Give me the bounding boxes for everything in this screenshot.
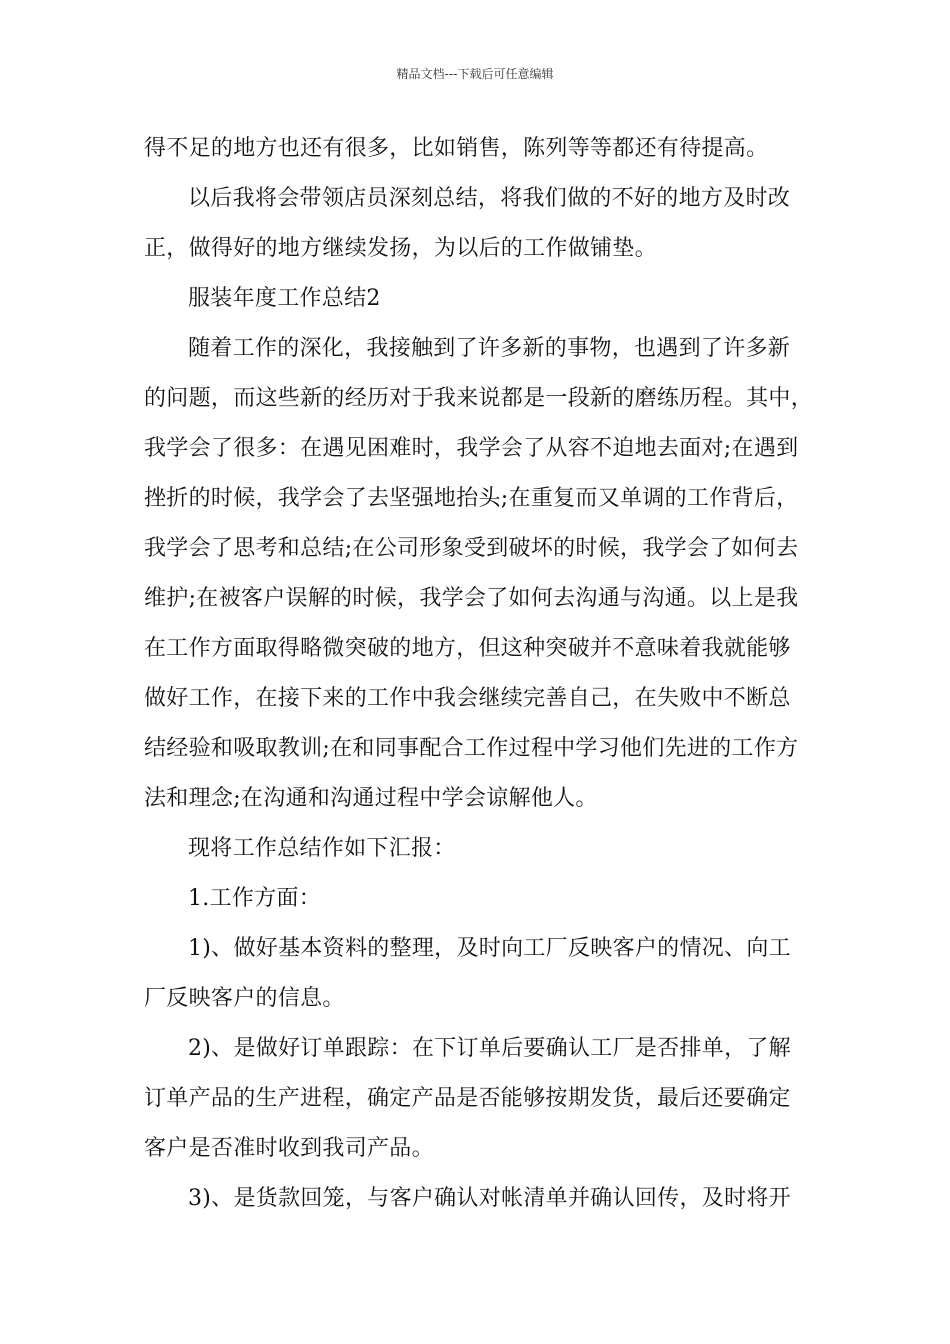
text-line: 我学会了思考和总结;在公司形象受到破坏的时候，我学会了如何去 <box>144 536 799 561</box>
text-line: 做好工作，在接下来的工作中我会继续完善自己，在失败中不断总 <box>144 686 791 711</box>
text-line: 2)、是做好订单跟踪：在下订单后要确认工厂是否排单，了解 <box>188 1036 791 1061</box>
text-line: 3)、是货款回笼，与客户确认对帐清单并确认回传，及时将开 <box>188 1186 791 1211</box>
text-line: 得不足的地方也还有很多，比如销售，陈列等等都还有待提高。 <box>144 136 769 161</box>
text-line: 订单产品的生产进程，确定产品是否能够按期发货，最后还要确定 <box>144 1086 791 1111</box>
document-body <box>144 124 814 1224</box>
text-line: 挫折的时候，我学会了去坚强地抬头;在重复而又单调的工作背后， <box>144 486 799 511</box>
text-line: 正，做得好的地方继续发扬，为以后的工作做铺垫。 <box>144 236 657 261</box>
text-line: 1.工作方面： <box>188 886 322 911</box>
text-line: 随着工作的深化，我接触到了许多新的事物，也遇到了许多新 <box>188 336 791 361</box>
text-line: 现将工作总结作如下汇报： <box>188 836 456 861</box>
text-line: 维护;在被客户误解的时候，我学会了如何去沟通与沟通。以上是我 <box>144 586 799 611</box>
text-line: 服装年度工作总结2 <box>188 286 381 311</box>
text-line: 的问题，而这些新的经历对于我来说都是一段新的磨练历程。其中， <box>144 386 814 411</box>
page-header: 精品文档---下载后可任意编辑 <box>396 67 554 81</box>
text-line: 在工作方面取得略微突破的地方，但这种突破并不意味着我就能够 <box>144 636 791 661</box>
text-line: 以后我将会带领店员深刻总结，将我们做的不好的地方及时改 <box>188 186 791 211</box>
text-line: 客户是否准时收到我司产品。 <box>144 1136 434 1161</box>
text-line: 1)、做好基本资料的整理，及时向工厂反映客户的情况、向工 <box>188 936 791 961</box>
text-line: 厂反映客户的信息。 <box>144 986 345 1011</box>
text-line: 我学会了很多：在遇见困难时，我学会了从容不迫地去面对;在遇到 <box>144 436 799 461</box>
text-line: 结经验和吸取教训;在和同事配合工作过程中学习他们先进的工作方 <box>144 736 799 761</box>
text-line: 法和理念;在沟通和沟通过程中学会谅解他人。 <box>144 786 598 811</box>
